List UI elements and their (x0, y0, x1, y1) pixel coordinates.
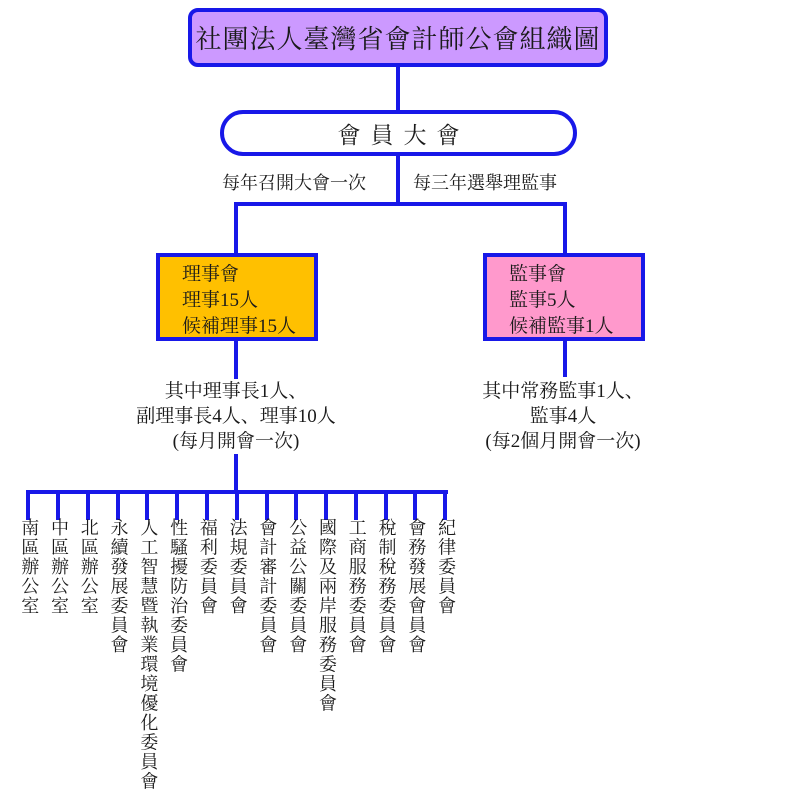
connector-line (396, 64, 400, 110)
committee-label: 南區辦公室 (19, 518, 40, 616)
member-assembly-label: 會員大會 (337, 122, 470, 148)
committee-label: 會計審計委員會 (257, 518, 278, 655)
connector-line (294, 490, 298, 520)
committee-label: 性騷擾防治委員會 (168, 518, 189, 674)
committee-label: 稅制稅務委員會 (376, 518, 397, 655)
connector-line (234, 202, 567, 206)
connector-line (145, 490, 149, 520)
annual-meeting-label: 每年召開大會一次 (222, 173, 366, 193)
committee-label: 北區辦公室 (78, 518, 99, 616)
directors-note-line: 副理事長4人、理事10人 (136, 406, 336, 427)
committee-label: 法規委員會 (227, 518, 248, 616)
board-alternates: 候補理事15人 (182, 316, 297, 337)
connector-line (413, 490, 417, 520)
committee-label: 紀律委員會 (436, 518, 457, 616)
supervisors-note (441, 379, 685, 454)
supervisors-name: 監事會 (509, 264, 567, 285)
directors-note-line: 其中理事長1人、 (164, 381, 308, 402)
connector-line (443, 490, 447, 520)
connector-line (175, 490, 179, 520)
committee-label: 人工智慧暨執業環境優化委員會 (138, 518, 159, 791)
supervisors-note-line: (每2個月開會一次) (485, 431, 641, 452)
committee-label: 中區辦公室 (48, 518, 69, 616)
committee-label: 公益公關委員會 (287, 518, 308, 655)
connector-line (384, 490, 388, 520)
connector-line (354, 490, 358, 520)
directors-note (104, 379, 368, 454)
chart-title-box (188, 8, 608, 67)
connector-line (563, 341, 567, 377)
connector-line (26, 490, 30, 520)
connector-line (234, 202, 238, 257)
connector-line (324, 490, 328, 520)
directors-note-line: (每月開會一次) (172, 431, 300, 452)
connector-line (56, 490, 60, 520)
connector-line (116, 490, 120, 520)
committee-label: 福利委員會 (197, 518, 218, 616)
committee-label: 國際及兩岸服務委員會 (316, 518, 337, 713)
board-name: 理事會 (182, 264, 240, 285)
member-assembly-node (220, 110, 577, 156)
board-of-directors-node (156, 253, 318, 341)
committee-label: 工商服務委員會 (346, 518, 367, 655)
supervisors-alternates: 候補監事1人 (509, 316, 614, 337)
election-label: 每三年選舉理監事 (413, 173, 557, 193)
connector-line (235, 490, 239, 520)
committee-label: 會務發展會員會 (406, 518, 427, 655)
supervisors-note-line: 監事4人 (529, 406, 597, 427)
connector-line (265, 490, 269, 520)
connector-line (205, 490, 209, 520)
board-count: 理事15人 (182, 290, 259, 311)
chart-title: 社團法人臺灣省會計師公會組織圖 (195, 25, 601, 54)
supervisors-count: 監事5人 (509, 290, 576, 311)
committee-label: 永續發展委員會 (108, 518, 129, 655)
supervisors-note-line: 其中常務監事1人、 (482, 381, 644, 402)
connector-line (86, 490, 90, 520)
board-of-supervisors-node (483, 253, 645, 341)
connector-line (563, 202, 567, 257)
